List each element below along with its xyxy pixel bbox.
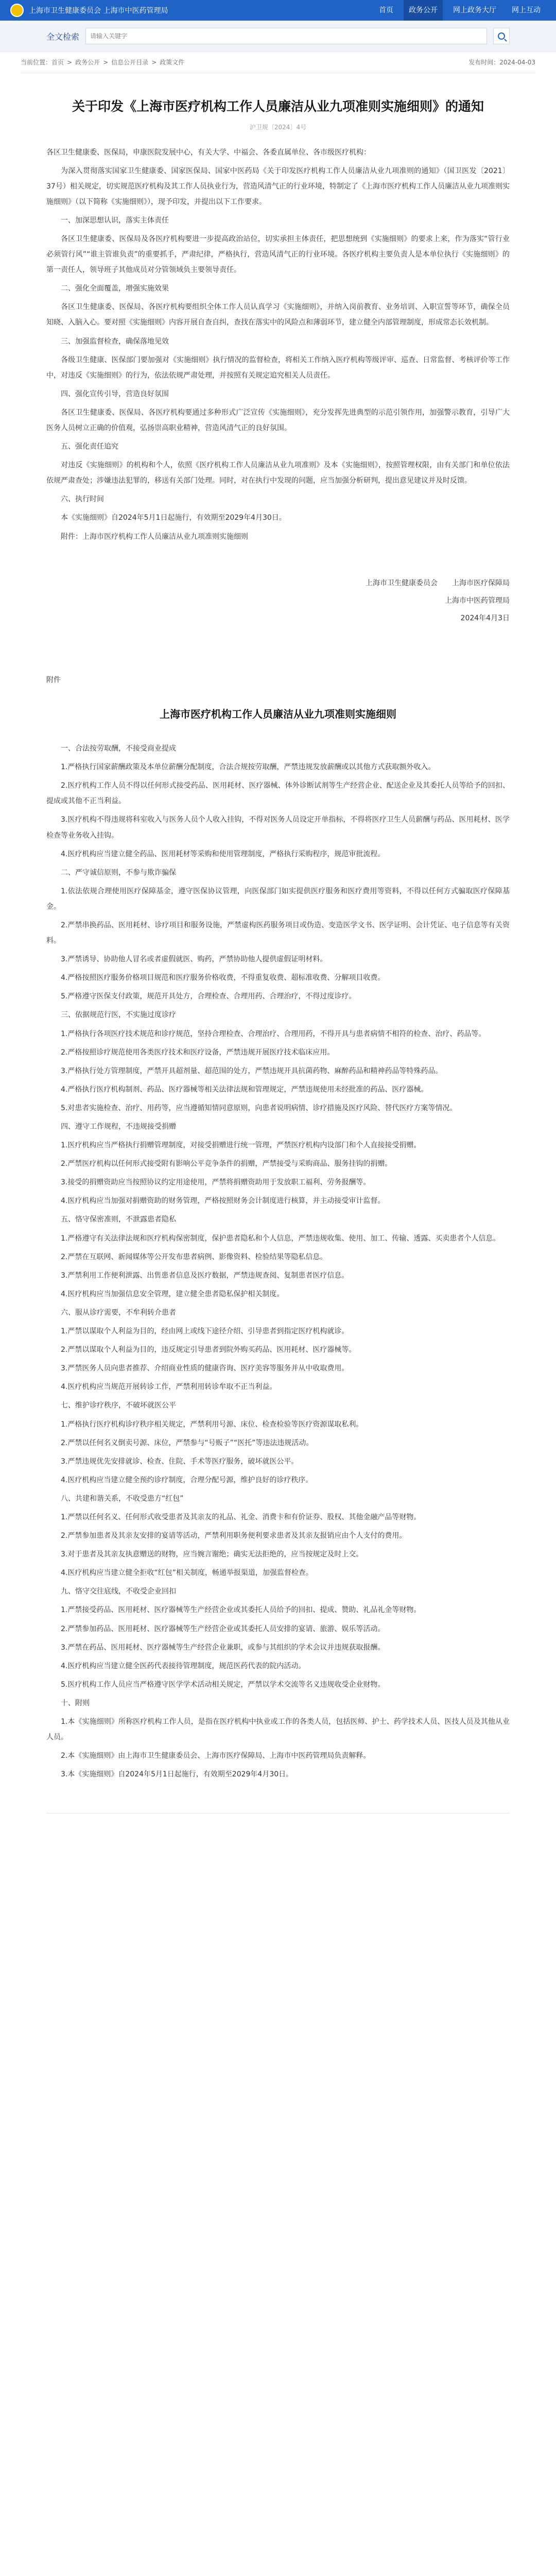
section-heading: 四、强化宣传引导，营造良好氛围 bbox=[61, 389, 169, 398]
search-icon bbox=[498, 32, 505, 40]
nav-item-interaction[interactable]: 网上互动 bbox=[512, 6, 541, 14]
section-heading: 六、服从诊疗需要，不牟利转介患者 bbox=[61, 1308, 176, 1317]
clause: 3.严禁诱导、协助他人冒名或者虚假就医、购药，严禁协助他人提供虚假证明材料。 bbox=[61, 955, 327, 964]
section-heading: 一、合法按劳取酬，不接受商业提成 bbox=[61, 744, 176, 753]
clause: 4.医疗机构应当建立健全医药代表接待管理制度，规范医药代表的院内活动。 bbox=[61, 1662, 306, 1670]
attachment-label: 附件 bbox=[46, 675, 61, 684]
paragraph: 各区卫生健康委、医保局、各医疗机构要组织全体工作人员认真学习《实施细则》，并纳入岗前教育、业务培训、入职宣誓等环节，确保全员知晓、入脑入心。要对照《实施细则》内容开展自查自纠，查找在落实中的风险点和薄弱环节，建立健全内部管理制度，形成常态长效机制。 bbox=[46, 303, 510, 327]
clause: 1.依法依规合理使用医疗保障基金，遵守医保协议管理，向医保部门如实提供医疗服务和医疗费用等资料，不得以任何方式骗取医疗保障基金。 bbox=[46, 887, 510, 911]
clause: 2.严禁参加药品、医用耗材、医疗器械等生产经营企业或其委托人员安排的宴请、旅游、娱乐等活动。 bbox=[61, 1624, 385, 1633]
breadcrumb-gov-affairs[interactable]: 政务公开 bbox=[75, 59, 100, 66]
clause: 3.医疗机构不得违规将科室收入与医务人员个人收入挂钩，不得对医务人员设定开单指标，不得将医疗卫生人员薪酬与药品、医用耗材、医学检查等业务收入挂钩。 bbox=[46, 816, 510, 840]
paragraph: 为深入贯彻落实国家卫生健康委、国家医保局、国家中医药局《关于印发医疗机构工作人员廉洁从业九项准则的通知》（国卫医发〔2021〕37号）相关规定，切实规范医疗机构及其工作人员执业行为，营造风清气正的行业环境，特制定了《上海市医疗机构工作人员廉洁从业九项准则实施细则》（以下简称《实施细则》），现予印发，并提出以下工作要求。 bbox=[46, 166, 510, 206]
clause: 1.严禁以任何名义、任何形式收受患者及其亲友的礼品、礼金、消费卡和有价证券、股权、其他金融产品等财物。 bbox=[61, 1513, 421, 1521]
clause: 4.医疗机构应当建立健全拒收“红包”相关制度，畅通举报渠道，加强监督检查。 bbox=[61, 1569, 313, 1578]
paragraph: 本《实施细则》自2024年5月1日起施行，有效期至2029年4月30日。 bbox=[61, 514, 286, 522]
site-name: 上海市卫生健康委员会 上海市中医药管理局 bbox=[29, 7, 168, 15]
clause: 1.严格遵守有关法律法规和医疗机构保密制度，保护患者隐私和个人信息，严禁违规收集、使用、加工、传输、透露、买卖患者个人信息。 bbox=[61, 1234, 500, 1243]
clause: 3.严禁在药品、医用耗材、医疗器械等生产经营企业兼职，或参与其组织的学术会议并违规获取报酬。 bbox=[61, 1643, 385, 1652]
paragraph: 附件：上海市医疗机构工作人员廉洁从业九项准则实施细则 bbox=[61, 532, 248, 541]
section-heading: 三、加强监督检查，确保落地见效 bbox=[61, 337, 169, 346]
clause: 3.严禁违规优先安排就诊、检查、住院、手术等医疗服务，破坏就医公平。 bbox=[61, 1457, 299, 1466]
clause: 1.严禁接受药品、医用耗材、医疗器械等生产经营企业或其委托人员给予的回扣、提成、赞助、礼品礼金等财物。 bbox=[61, 1606, 421, 1615]
publish-date: 发布时间：2024-04-03 bbox=[468, 59, 535, 66]
section-heading: 四、遵守工作规程，不违规接受捐赠 bbox=[61, 1123, 176, 1131]
article bbox=[46, 97, 510, 1782]
clause: 2.严禁参加患者及其亲友安排的宴请等活动，严禁利用职务便利要求患者及其亲友报销应由个人支付的费用。 bbox=[61, 1532, 407, 1540]
signature-date: 2024年4月3日 bbox=[460, 614, 510, 622]
clause: 5.严格遵守医保支付政策，规范开具处方，合理检查、合理用药、合理治疗，不得过度诊疗。 bbox=[61, 992, 356, 1001]
section-heading: 二、严守诚信原则，不参与欺诈骗保 bbox=[61, 868, 176, 877]
clause: 2.医疗机构工作人员不得以任何形式接受药品、医用耗材、医疗器械、体外诊断试剂等生产经营企业、配送企业及其委托人员等给予的回扣、提成或其他不正当利益。 bbox=[46, 782, 510, 806]
main-nav bbox=[374, 0, 546, 21]
breadcrumb-prefix: 当前位置： bbox=[21, 59, 52, 66]
breadcrumb-policy[interactable]: 政策文件 bbox=[160, 59, 185, 66]
clause: 1.严格执行各项医疗技术规范和诊疗规范，坚持合理检查、合理治疗、合理用药，不得开具与患者病情不相符的检查、治疗、药品等。 bbox=[61, 1029, 486, 1038]
clause: 1.严格执行国家薪酬政策及本单位薪酬分配制度，合法合规按劳取酬，严禁违规发放薪酬或以其他方式获取额外收入。 bbox=[61, 763, 436, 772]
search-band bbox=[0, 21, 556, 52]
breadcrumb-home[interactable]: 首页 bbox=[51, 59, 64, 66]
paragraph: 各级卫生健康、医保部门要加强对《实施细则》执行情况的监督检查，将相关工作纳入医疗机构等级评审、巡查、日常监督、考核评价等工作中，对违反《实施细则》的行为，依法依规严肃处理，并按照有关规定追究相关人员责任。 bbox=[46, 355, 510, 380]
clause: 4.医疗机构应当加强对捐赠资助的财务管理，严格按照财务会计制度进行核算，并主动接受审计监督。 bbox=[61, 1197, 385, 1206]
clause: 3.对于患者及其亲友执意赠送的财物，应当婉言谢绝；确实无法拒绝的，应当按规定及时上交。 bbox=[61, 1550, 363, 1559]
clause: 3.严格执行处方管理制度，严禁开具超剂量、超范围的处方，严禁违规开具抗菌药物、麻醉药品和精神药品等特殊药品。 bbox=[61, 1066, 443, 1075]
clause: 2.严禁以谋取个人利益为目的，违反规定引导患者到院外购买药品、医用耗材、医疗器械等。 bbox=[61, 1346, 356, 1354]
clause: 2.严禁以任何名义倒卖号源、床位，严禁参与“号贩子”“医托”等违法违规活动。 bbox=[61, 1438, 314, 1447]
section-heading: 九、恪守交往底线，不收受企业回扣 bbox=[61, 1587, 176, 1596]
rules-body bbox=[46, 741, 510, 1782]
nav-item-home[interactable]: 首页 bbox=[379, 6, 393, 14]
clause: 4.医疗机构应当建立健全预约诊疗制度，合理分配号源，维护良好的诊疗秩序。 bbox=[61, 1476, 313, 1484]
clause: 1.严禁以谋取个人利益为目的，经由网上或线下途径介绍、引导患者到指定医疗机构就诊。 bbox=[61, 1327, 349, 1336]
paragraph: 各区卫生健康委、医保局及各医疗机构要进一步提高政治站位，切实承担主体责任，把思想统到《实施细则》的要求上来，作为落实“管行业必须管行风”“谁主管谁负责”的重要抓手，严肃纪律，严格执行，营造风清气正的行业环境。各医疗机构主要负责人是本单位执行《实施细则》的第一责任人，领导班子其他成员对分管领域负主要领导责任。 bbox=[46, 234, 510, 275]
section-heading: 三、依据规范行医，不实施过度诊疗 bbox=[61, 1011, 176, 1020]
clause: 5.对患者实施检查、治疗、用药等，应当遵循知情同意原则，向患者说明病情、诊疗措施及医疗风险、替代医疗方案等情况。 bbox=[61, 1104, 457, 1112]
notice-body bbox=[46, 145, 510, 1783]
salutation: 各区卫生健康委、医保局，申康医院发展中心，有关大学、中福会、各委直属单位、各市级医疗机构： bbox=[46, 148, 371, 157]
intro-paragraphs bbox=[46, 163, 510, 545]
paragraph: 各区卫生健康委、医保局、各医疗机构要通过多种形式广泛宣传《实施细则》，充分发挥先进典型的示范引领作用，加强警示教育，引导广大医务人员树立正确的价值观，弘扬崇高职业精神，营造风清气正的良好氛围。 bbox=[46, 408, 510, 432]
section-heading: 十、附则 bbox=[61, 1699, 90, 1707]
clause: 4.医疗机构应当加强信息安全管理，建立健全患者隐私保护相关制度。 bbox=[61, 1290, 284, 1298]
article-title: 关于印发《上海市医疗机构工作人员廉洁从业九项准则实施细则》的通知 bbox=[72, 99, 484, 114]
clause: 4.医疗机构应当规范开展转诊工作，严禁利用转诊牟取不正当利益。 bbox=[61, 1383, 277, 1392]
clause: 5.医疗机构工作人员应当严格遵守医学学术活动相关规定，严禁以学术交流等名义违规收受企业财物。 bbox=[61, 1680, 385, 1689]
signature-block bbox=[46, 575, 510, 626]
clause: 3.接受的捐赠资助应当按照协议约定用途使用，严禁将捐赠资助用于发放职工福利、劳务报酬等。 bbox=[61, 1178, 371, 1187]
section-heading: 二、强化全面覆盖，增强实施效果 bbox=[61, 284, 169, 293]
clause: 1.严格执行医疗机构诊疗秩序相关规定，严禁利用号源、床位、检查检验等医疗资源谋取私利。 bbox=[61, 1420, 363, 1429]
brand[interactable] bbox=[10, 4, 168, 17]
attachment-title: 上海市医疗机构工作人员廉洁从业九项准则实施细则 bbox=[160, 708, 396, 721]
site-header bbox=[0, 0, 556, 21]
clause: 4.医疗机构应当建立健全药品、医用耗材等采购和使用管理制度，严格执行采购程序，规范审批流程。 bbox=[61, 850, 385, 858]
clause: 1.本《实施细则》所称医疗机构工作人员，是指在医疗机构中执业或工作的各类人员，包括医师、护士、药学技术人员、医技人员及其他从业人员。 bbox=[46, 1718, 510, 1742]
nav-item-online-hall[interactable]: 网上政务大厅 bbox=[453, 6, 496, 14]
clause: 1.医疗机构应当严格执行捐赠管理制度，对接受捐赠进行统一管理，严禁医疗机构内设部门和个人直接接受捐赠。 bbox=[61, 1141, 421, 1150]
signature-agencies: 上海市卫生健康委员会 上海市医疗保障局 bbox=[366, 579, 510, 587]
signature-tcm-bureau: 上海市中医药管理局 bbox=[445, 596, 510, 605]
section-heading: 八、共建和谐关系，不收受患方“红包” bbox=[61, 1494, 184, 1503]
footer-divider bbox=[46, 1813, 510, 1814]
clause: 4.严格执行医疗机构制剂、药品、医疗器械等相关法律法规和管理规定，严禁违规使用未经批准的药品、医疗器械。 bbox=[61, 1085, 428, 1094]
clause: 2.严格按照诊疗规范使用各类医疗技术和医疗设备，严禁违规开展医疗技术临床应用。 bbox=[61, 1048, 335, 1057]
search-label: 全文检索 bbox=[46, 31, 80, 42]
section-heading: 六、执行时间 bbox=[61, 495, 104, 504]
national-emblem-icon bbox=[10, 4, 24, 17]
clause: 3.本《实施细则》自2024年5月1日起施行，有效期至2029年4月30日。 bbox=[61, 1770, 293, 1779]
document-number: 沪卫规〔2024〕4号 bbox=[249, 123, 307, 131]
breadcrumb-catalog[interactable]: 信息公开目录 bbox=[111, 59, 149, 66]
search-input[interactable] bbox=[85, 28, 487, 44]
search-button[interactable] bbox=[493, 28, 510, 44]
section-heading: 七、维护诊疗秩序，不破坏就医公平 bbox=[61, 1401, 176, 1410]
nav-item-gov-affairs[interactable]: 政务公开 bbox=[404, 0, 443, 21]
clause: 2.严禁串换药品、医用耗材、诊疗项目和服务设施，严禁虚构医药服务项目或伪造、变造医学文书、医学证明、会计凭证、电子信息等有关资料。 bbox=[46, 921, 510, 945]
paragraph: 对违反《实施细则》的机构和个人，依照《医疗机构工作人员廉洁从业九项准则》及本《实施细则》，按照管理权限，由有关部门和单位依法依规严肃查处；涉嫌违法犯罪的，移送有关部门处理。同时，对在执行中发现的问题，应当加强分析研判，提出意见建议并及时反馈。 bbox=[46, 461, 510, 485]
clause: 2.严禁医疗机构以任何形式接受附有影响公平竞争条件的捐赠，严禁接受与采购商品、服务挂钩的捐赠。 bbox=[61, 1160, 392, 1168]
clause: 4.严格按照医疗服务价格项目规范和医疗服务价格收费，不得重复收费、超标准收费、分解项目收费。 bbox=[61, 974, 385, 982]
clause: 2.严禁在互联网、新闻媒体等公开发布患者病例、影像资料、检验结果等隐私信息。 bbox=[61, 1252, 327, 1261]
clause: 3.严禁利用工作便利泄露、出售患者信息及医疗数据，严禁违规查阅、复制患者医疗信息。 bbox=[61, 1271, 349, 1280]
clause: 2.本《实施细则》由上海市卫生健康委员会、上海市医疗保障局、上海市中医药管理局负责解释。 bbox=[61, 1752, 371, 1760]
clause: 3.严禁医务人员向患者推荐、介绍商业性质的健康咨询、医疗美容等服务并从中收取费用。 bbox=[61, 1364, 349, 1373]
section-heading: 一、加深思想认识，落实主体责任 bbox=[61, 216, 169, 225]
section-heading: 五、强化责任追究 bbox=[61, 443, 118, 451]
breadcrumb: 当前位置： 首页 > 政务公开 > 信息公开目录 > 政策文件 发布时间：2024-04-03 bbox=[21, 52, 535, 73]
section-heading: 五、恪守保密准则，不泄露患者隐私 bbox=[61, 1215, 176, 1224]
